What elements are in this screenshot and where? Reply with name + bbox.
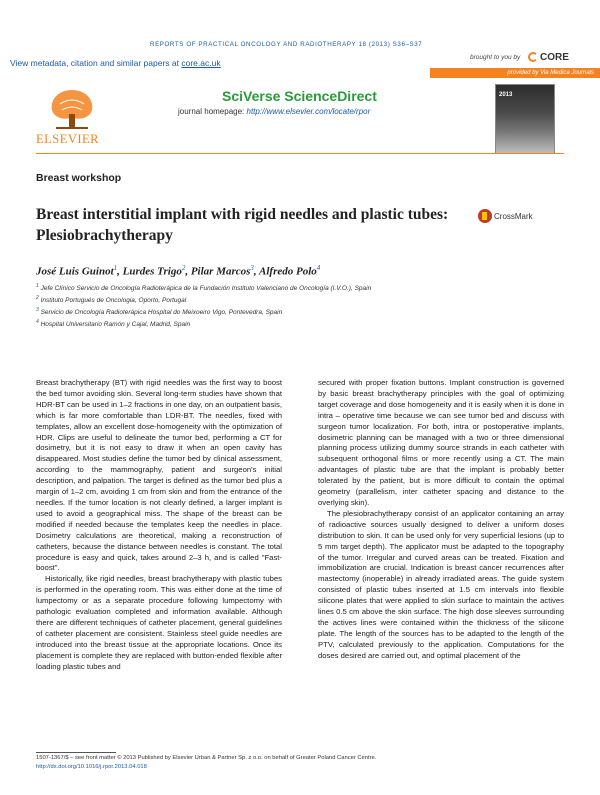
- affiliation-number: 3: [36, 307, 39, 313]
- crossmark-icon: [478, 209, 492, 223]
- affiliation-text: Hospital Universitario Ramón y Cajal, Madrid, Spain: [40, 321, 191, 329]
- core-metadata-link[interactable]: [10, 58, 221, 68]
- footer: [36, 754, 376, 772]
- cover-year: 2013: [499, 92, 513, 98]
- issn-line: 1507-1367/$ – see front matter © 2013 Published by Elsevier Urban & Partner Sp. z o.o. on behalf of Greater Poland Cancer Centre.: [36, 755, 377, 761]
- provided-by-bar: provided by Via Medica Journals: [430, 68, 600, 78]
- affiliation: [36, 307, 282, 316]
- affiliation-text: Servicio de Oncología Radioterápica Hospital do Meixoeiro Vigo, Pontevedra, Spain: [40, 309, 283, 317]
- body-paragraph: The plesiobrachytherapy consist of an applicator containing an array of radioactive sources usually designed to deliver a uniform doses distribution to skin. It can be used only for very superficial lesions (up to 5 mm target depth). The applicator must be adapted to the topography of the tumor. Irregular and curved areas can be treated. Fixation and immobilization are crucial. Indication is breast cancer recurrences after mastectomy (inoperable) in already irradiated areas. The guide system consisted of plastic tubes inserted at 1.5 cm intervals into flexible silicone plates that were applied to skin surface to maintain the actives lines 0.5 cm above the skin surface. The high dose sleeves surrounding the actives lines were contained within the thickness of the silicone plate. The length of the sources has to be adapted to the length of the PTV, calculated previously to the application. Computations for the doses desired are carried out, and optimal placement of the: [318, 508, 564, 660]
- author-name: Lurdes Trigo: [122, 265, 182, 278]
- author-affil-ref: 1: [113, 264, 118, 272]
- body-paragraph: secured with proper fixation buttons. Implant construction is governed by basic breast brachytherapy principles with the goal of optimizing target coverage and dose homogeneity and it is easily when it is done in intra – operative time because we can see tumor bed and discuss with surgeon tumor localization. For both, intra or postoperative implants, dosimetric planning can be managed with a two or three dimensional planning process utilizing dummy source strands in each catheter with subsequent orthogonal films or more recently using a CT. The main advantages of plastic tube are that the implant is probably better tolerated by the patient, but is more difficult to contain the optimal geometry (parallelism, inter catheter spacing and distance to the overlying skin).: [318, 378, 564, 507]
- author-name: Alfredo Polo: [259, 265, 317, 278]
- author-name: José Luis Guinot: [36, 265, 114, 278]
- section-heading: Breast workshop: [36, 172, 122, 184]
- affiliation-number: 2: [36, 295, 39, 301]
- homepage-url[interactable]: http://www.elsevier.com/locate/rpor: [246, 107, 371, 116]
- core-logo-icon: [528, 52, 538, 62]
- journal-homepage: [178, 107, 370, 116]
- core-logo[interactable]: [528, 52, 569, 63]
- affiliation: [36, 319, 190, 328]
- affiliation-number: 4: [36, 319, 39, 325]
- crossmark-label: CrossMark: [494, 211, 533, 221]
- publisher-name: ELSEVIER: [36, 132, 100, 146]
- body-paragraph: Breast brachytherapy (BT) with rigid needles was the first way to boost the bed tumor avoiding skin. Several long-term studies have shown that HDR-BT can be used in 1–2 fractions in one day, on an outpatient basis, which is far more comfortable than LDR-BT. The needles, fixed with templates, allow an excellent dose-homogeneity with the optimization of HDR. Clips are useful to delineate the tumor bed, performing a CT for dosimetry, but it is not easy to draw it when an open cavity has disappeared. Most studies define the tumor bed by clinical assessment, according to the mammography, patient and surgeon's initial description, and palpation. The target is defined as the tumor bed plus a margin of 1–2 cm, avoiding 1 cm from skin and from the entrance of the needles. If the tumor location is not clearly defined, a larger implant is used to avoid a geographical miss. The shape of the breast can be modified if needed because the templates keep the needles in place. Dosimetry calculations are theoretical, making a reconstruction of catheters, because the distance between needles is constant. The total procedure is easy and quick, takes around 2–3 h, and is called "Fast-boost".: [36, 378, 282, 573]
- affiliation-text: Instituto Portugués de Oncologia, Oporto, Portugal: [40, 297, 187, 305]
- elsevier-tree-icon: [36, 84, 108, 132]
- author-affil-ref: 4: [316, 264, 321, 272]
- platform-name[interactable]: SciVerse ScienceDirect: [222, 88, 377, 104]
- author-affil-ref: 2: [181, 264, 186, 272]
- affiliation-number: 1: [36, 283, 39, 289]
- affiliation-text: Jefe Clínico Servicio de Oncología Radioterápica de la Fundación Instituto Valenciano de Oncología (I.V.O.), Spain: [40, 285, 372, 293]
- journal-citation-line: REPORTS OF PRACTICAL ONCOLOGY AND RADIOTHERAPY 18 (2013) S36–S37: [150, 41, 423, 48]
- crossmark-badge[interactable]: [478, 207, 533, 225]
- core-logo-text: CORE: [540, 52, 569, 63]
- affiliation: [36, 295, 186, 304]
- author-list: José Luis Guinot$^1$, Lurdes Trigo$^2$, Pilar Marcos$^3$, Alfredo Polo$^4$: [36, 264, 321, 278]
- body-column-right: [318, 378, 564, 662]
- body-paragraph: Historically, like rigid needles, breast brachytherapy with plastic tubes is performed in the operating room. This was either done at the time of lumpectomy or as a separate procedure following lumpectomy with pathologic evaluation completed and information available. Although there are different techniques of catheter placement, general guidelines of catheter placement are consistent. Stainless steel guide needles are introduced into the breast tissue at the appropriate locations. Once its placement is complete they are replaced with button-ended flexible after loading plastic tubes and: [36, 574, 282, 671]
- footer-divider: [36, 752, 116, 753]
- brought-by-label: brought to you by: [470, 54, 521, 61]
- header-divider: [36, 153, 564, 154]
- core-prefix: View metadata, citation and similar papers at: [10, 58, 182, 68]
- affiliation: [36, 283, 371, 292]
- author-affil-ref: 3: [250, 264, 254, 272]
- core-url[interactable]: core.ac.uk: [181, 58, 221, 68]
- body-column-left: [36, 378, 282, 672]
- author-name: Pilar Marcos: [190, 265, 251, 278]
- doi-link[interactable]: http://dx.doi.org/10.1016/j.rpor.2013.04.018: [36, 764, 147, 770]
- article-title: Breast interstitial implant with rigid needles and plastic tubes: Plesiobrachytherapy: [36, 206, 449, 244]
- homepage-label: journal homepage:: [178, 107, 247, 116]
